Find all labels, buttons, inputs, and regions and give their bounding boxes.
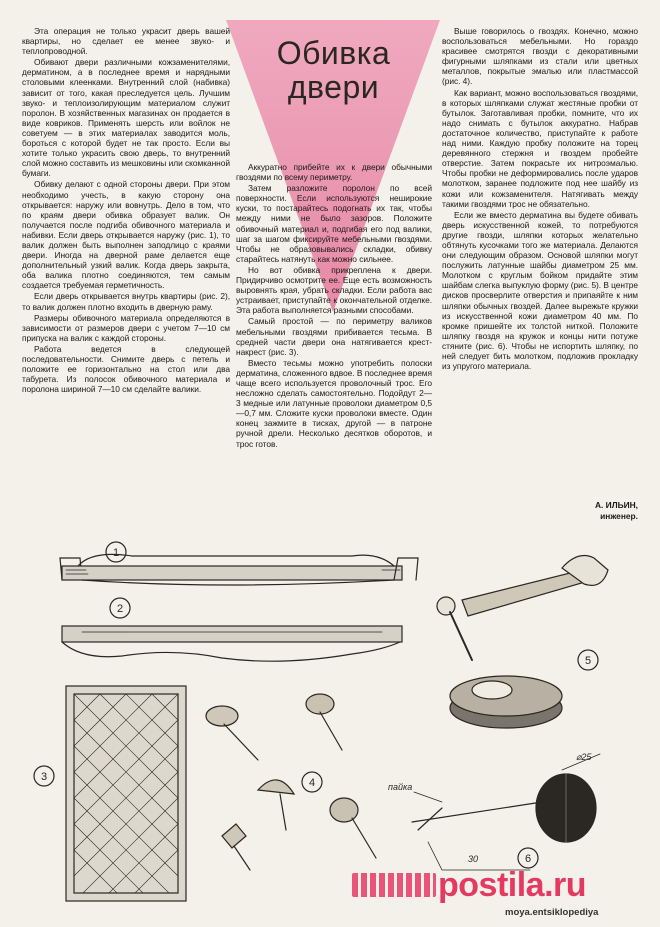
title-line-2: двери [287, 69, 380, 105]
paragraph: Но вот обивка прикреплена к двери. Придирчиво осмотрите ее. Еще есть возможность выровнять края, убрать складки. Если работа вас устраивает, приступайте к окончательной отделке. Эта работа выполняется разными способами. [236, 264, 432, 316]
figure-number-1: 1 [112, 547, 120, 559]
paragraph: Если же вместо дерматина вы будете обивать дверь искусственной кожей, то потребуются другие гвозди, шляпки которых желательно обтянуть кусочками того же материала. Делаются они следующим образом. Основой шляпки могут послужить латунные шайбы диаметром 25 мм. Молотком с круглым бойком придайте этим шайбам слегка выпуклую форму (рис. 5). В центре дисков просверлите отверстия и припаяйте к ним шляпки обычных гвоздей. Далее вырежьте кружки из искусственной кожи диаметром 40 мм. По кромке пришейте их толстой ниткой. Положите шляпку гвоздя на кружок и концы нити потуже стяните (рис. 6). Чтобы не испортить шляпку, по ней следует бить молотком, подложив прокладку из упругого материала. [442, 209, 638, 372]
paragraph: Самый простой — по периметру валиков мебельными гвоздями прибивается тесьма. В средней части двери она натягивается крест-накрест (рис. 3). [236, 316, 432, 357]
paragraph: Аккуратно прибейте их к двери обычными гвоздями по всему периметру. [236, 162, 432, 183]
logo-stripes [352, 873, 436, 897]
text-column-3 [442, 26, 638, 372]
paragraph: Если дверь открывается внутрь квартиры (рис. 2), то валик должен плотно входить в дверную раму. [22, 291, 230, 312]
figure-number-2: 2 [116, 603, 124, 615]
paragraph: Выше говорилось о гвоздях. Конечно, можно воспользоваться мебельными. Но гораздо красивее смотрятся гвозди с декоративными фигурными шляпками из стали или цветных металлов, покрытые эмалью или пластмассой (рис. 4). [442, 26, 638, 87]
figure-6-covered-nail [412, 754, 600, 870]
figure-number-5: 5 [584, 655, 592, 667]
watermark-logo [352, 866, 640, 904]
figure-5-hammer-on-pad [437, 556, 608, 728]
figure-3-door-crosshatch [34, 686, 186, 901]
label-payka: пайка [388, 782, 413, 792]
text-column-1 [22, 26, 230, 395]
paragraph: Вместо тесьмы можно употребить полоски дерматина, сложенного вдвое. В последнее время чаще всего используется проволочный трос. Его несложно сделать самостоятельно. Подойдут 2—3 медные или латунные проволоки диаметром 0,5—0,7 мм. Сложите куски проволоки вместе. Один конец зажмите в тисках, другой — в патроне ручной дрели. Несколько десятков оборотов, и трос готов. [236, 357, 432, 449]
site-caption: moya.entsiklopediya [505, 907, 599, 918]
paragraph: Как вариант, можно воспользоваться гвоздями, в которых шляпками служат жестяные пробки от бутылок. Заготавливая пробки, помните, что их надо снимать с бутылок аккуратно. Набрав достаточное количество, приступайте к работе над ними. Каждую пробку положите на торец деревянного стержня и гвоздем пробейте отверстие. Затем покрасьте их нитроэмалью. Чтобы пробки не деформировались после ударов молотком, заранее подложите под нее шайбу из кожи или кожзаменителя. Натягивать между такими гвоздями трос не обязательно. [442, 87, 638, 209]
paragraph: Обивают двери различными кожзаменителями, дерматином, а в последнее время и нарядными столовыми клеенками. Внутренний слой (набивка) зависит от того, какая преследуется цель. Лучшим звуко- и теплоизолирующим материалом служит поролон. В хозяйственных магазинах он продается в виде ковриков. Применять шерсть или войлок не советуем — в этих материалах заводится моль, бороться с которой будет не так просто. Если вы хотите только украсить свою дверь, то внутренний слой можно составить из мешковины или скомканной бумаги. [22, 57, 230, 179]
paragraph: Затем разложите поролон по всей поверхности. Если используются неширокие куски, то постарайтесь подогнать их так, чтобы между ними не было зазоров. Положите обивочный материал и, подгибая его под валики, шаг за шагом фиксируйте мебельными гвоздями. Чтобы не образовывались складки, обивку старайтесь натянуть как можно сильнее. [236, 183, 432, 264]
figure-2-door-section [62, 598, 402, 661]
author-role: инженер. [600, 511, 638, 521]
author-name: А. ИЛЬИН, [594, 500, 638, 510]
paragraph: Эта операция не только украсит дверь вашей квартиры, но сделает ее менее звуко- и теплопроводной. [22, 26, 230, 57]
label-dimension-30: 30 [468, 854, 479, 864]
figure-number-3: 3 [40, 771, 48, 783]
article-title [246, 36, 421, 104]
paragraph: Размеры обивочного материала определяются в зависимости от размеров двери с учетом 7—10 см припуска на валик с каждой стороны. [22, 312, 230, 343]
title-line-1: Обивка [276, 35, 391, 71]
paragraph: Обивку делают с одной стороны двери. При этом необходимо учесть, в какую сторону она открывается: наружу или вовнутрь. Дело в том, что по краям двери обивка образует валик. Он получается после подгиба обивочного материала и набивки. Если дверь открывается наружу (рис. 1), то валик должен быть выполнен заподлицо с краями двери. Иногда на дверной раме делается еще дополнительный узкий валик. Когда дверь закрыта, оба валика плотно соединяются, тем самым создается требуемая герметичность. [22, 179, 230, 291]
illustrations [22, 540, 634, 912]
figure-number-4: 4 [308, 777, 316, 789]
figure-4-decorative-nails [206, 694, 376, 870]
logo-text: postila.ru [438, 866, 587, 904]
figure-number-6: 6 [524, 853, 532, 865]
paragraph: Работа ведется в следующей последовательности. Снимите дверь с петель и положите ее горизонтально на стол или два табурета. Из полосок обивочного материала и поролона шириной 7—10 см сделайте валики. [22, 343, 230, 395]
text-column-2 [236, 162, 432, 450]
label-diameter-25: ⌀25 [576, 752, 592, 762]
